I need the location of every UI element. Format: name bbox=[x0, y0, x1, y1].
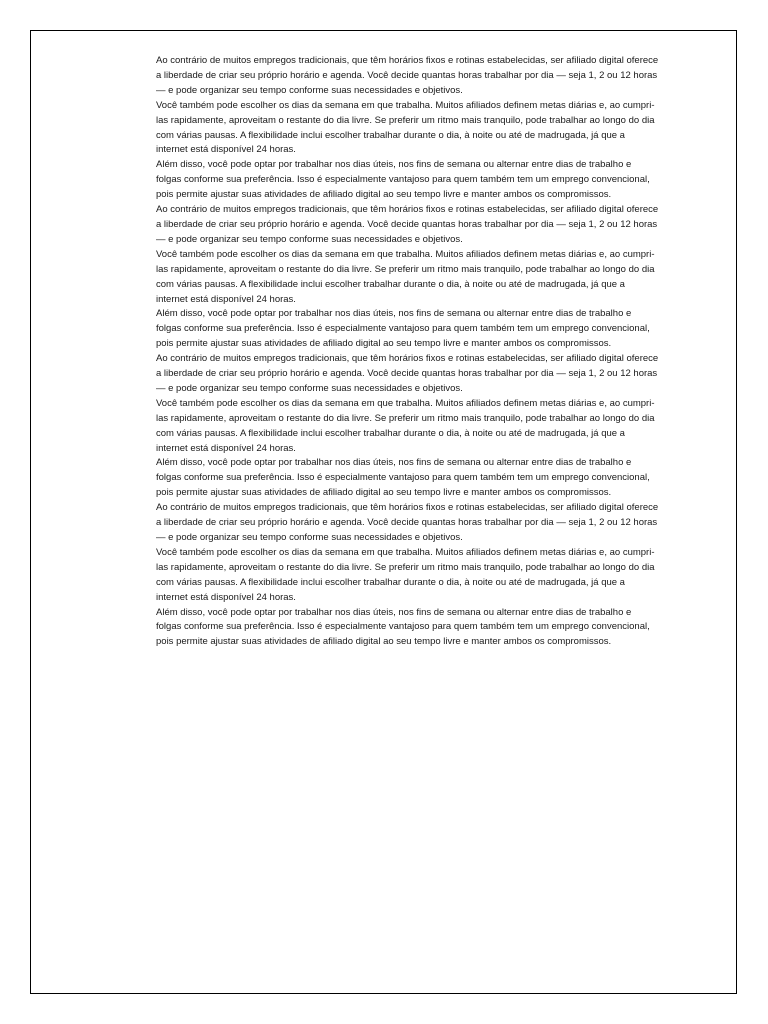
paragraph: Além disso, você pode optar por trabalhar nos dias úteis, nos fins de semana ou alternar entre dias de trabalho e folgas conforme sua preferência. Isso é especialmente vantajoso para quem também tem um emprego convencional, pois permite ajustar suas atividades de afiliado digital ao seu tempo livre e manter ambos os compromissos. bbox=[156, 308, 650, 350]
paragraph: Você também pode escolher os dias da semana em que trabalha. Muitos afiliados definem metas diárias e, ao cumpri-las rapidamente, aproveitam o restante do dia livre. Se preferir um ritmo mais tranquilo, pode trabalhar ao longo do dia com várias pausas. A flexibilidade inclui escolher trabalhar durante o dia, à noite ou até de madrugada, já que a internet está disponível 24 horas. bbox=[156, 248, 655, 305]
paragraph: Além disso, você pode optar por trabalhar nos dias úteis, nos fins de semana ou alternar entre dias de trabalho e folgas conforme sua preferência. Isso é especialmente vantajoso para quem também tem um emprego convencional, pois permite ajustar suas atividades de afiliado digital ao seu tempo livre e manter ambos os compromissos. bbox=[156, 457, 650, 499]
paragraph: Ao contrário de muitos empregos tradicionais, que têm horários fixos e rotinas estabelecidas, ser afiliado digital oferece a liberdade de criar seu próprio horário e agenda. Você decide quantas horas trabalhar por dia — seja 1, 2 ou 12 horas — e pode organizar seu tempo conforme suas necessidades e objetivos. bbox=[156, 55, 659, 96]
paragraph: Você também pode escolher os dias da semana em que trabalha. Muitos afiliados definem metas diárias e, ao cumpri-las rapidamente, aproveitam o restante do dia livre. Se preferir um ritmo mais tranquilo, pode trabalhar ao longo do dia com várias pausas. A flexibilidade inclui escolher trabalhar durante o dia, à noite ou até de madrugada, já que a internet está disponível 24 horas. bbox=[156, 546, 655, 603]
paragraph: Ao contrário de muitos empregos tradicionais, que têm horários fixos e rotinas estabelecidas, ser afiliado digital oferece a liberdade de criar seu próprio horário e agenda. Você decide quantas horas trabalhar por dia — seja 1, 2 ou 12 horas — e pode organizar seu tempo conforme suas necessidades e objetivos. bbox=[156, 204, 659, 245]
paragraph: Além disso, você pode optar por trabalhar nos dias úteis, nos fins de semana ou alternar entre dias de trabalho e folgas conforme sua preferência. Isso é especialmente vantajoso para quem também tem um emprego convencional, pois permite ajustar suas atividades de afiliado digital ao seu tempo livre e manter ambos os compromissos. bbox=[156, 606, 650, 648]
document-body bbox=[156, 54, 659, 650]
paragraph: Você também pode escolher os dias da semana em que trabalha. Muitos afiliados definem metas diárias e, ao cumpri-las rapidamente, aproveitam o restante do dia livre. Se preferir um ritmo mais tranquilo, pode trabalhar ao longo do dia com várias pausas. A flexibilidade inclui escolher trabalhar durante o dia, à noite ou até de madrugada, já que a internet está disponível 24 horas. bbox=[156, 397, 655, 454]
paragraph: Ao contrário de muitos empregos tradicionais, que têm horários fixos e rotinas estabelecidas, ser afiliado digital oferece a liberdade de criar seu próprio horário e agenda. Você decide quantas horas trabalhar por dia — seja 1, 2 ou 12 horas — e pode organizar seu tempo conforme suas necessidades e objetivos. bbox=[156, 353, 659, 394]
paragraph: Você também pode escolher os dias da semana em que trabalha. Muitos afiliados definem metas diárias e, ao cumpri-las rapidamente, aproveitam o restante do dia livre. Se preferir um ritmo mais tranquilo, pode trabalhar ao longo do dia com várias pausas. A flexibilidade inclui escolher trabalhar durante o dia, à noite ou até de madrugada, já que a internet está disponível 24 horas. bbox=[156, 99, 655, 156]
paragraph: Além disso, você pode optar por trabalhar nos dias úteis, nos fins de semana ou alternar entre dias de trabalho e folgas conforme sua preferência. Isso é especialmente vantajoso para quem também tem um emprego convencional, pois permite ajustar suas atividades de afiliado digital ao seu tempo livre e manter ambos os compromissos. bbox=[156, 159, 650, 201]
paragraph: Ao contrário de muitos empregos tradicionais, que têm horários fixos e rotinas estabelecidas, ser afiliado digital oferece a liberdade de criar seu próprio horário e agenda. Você decide quantas horas trabalhar por dia — seja 1, 2 ou 12 horas — e pode organizar seu tempo conforme suas necessidades e objetivos. bbox=[156, 502, 659, 543]
